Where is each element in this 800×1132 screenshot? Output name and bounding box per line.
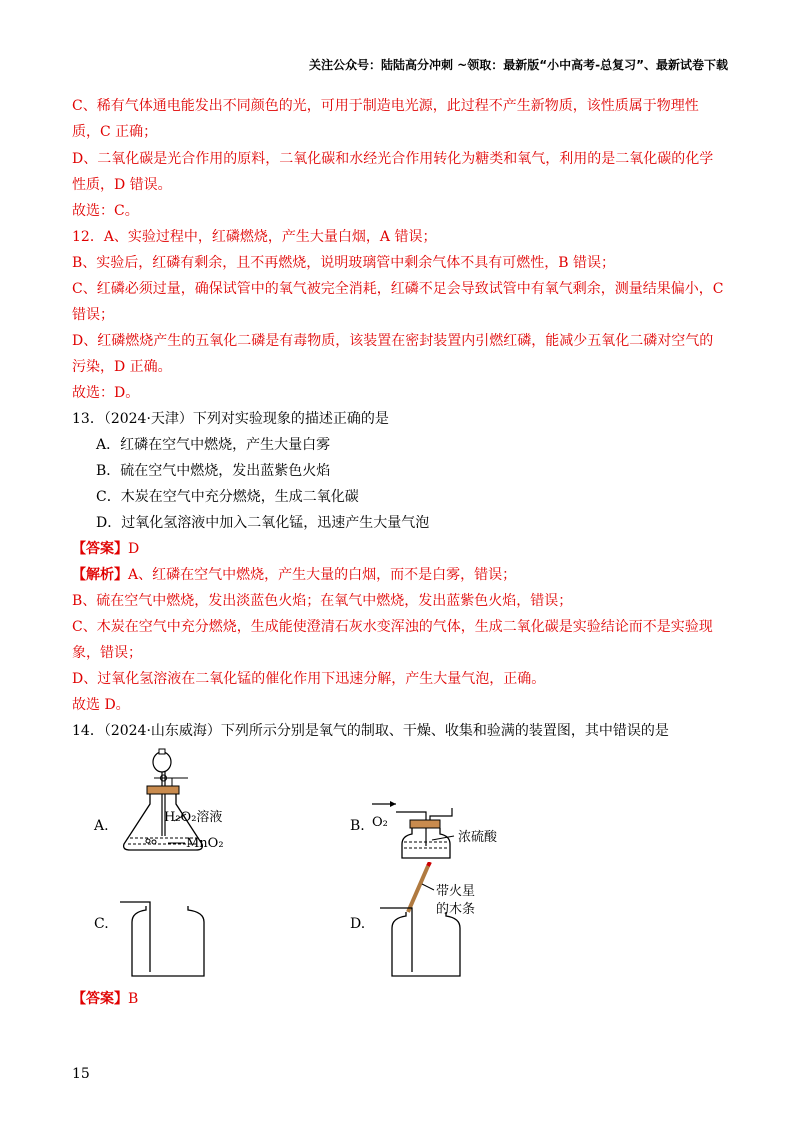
analysis-line: A、红磷在空气中燃烧，产生大量的白烟，而不是白雾，错误； (128, 567, 517, 583)
question-13-option-b: B．硫在空气中燃烧，发出蓝紫色火焰 (96, 463, 331, 479)
figure-c-letter: C. (94, 916, 109, 932)
question-14-answer (72, 990, 138, 1008)
text-line: C、稀有气体通电能发出不同颜色的光，可用于制造电光源，此过程不产生新物质，该性质属于物理性 (72, 98, 699, 114)
text-line: 故选：C。 (72, 203, 139, 219)
figure-d-label-1: 带火星 (436, 884, 476, 899)
analysis-line: 象，错误； (72, 645, 142, 661)
figure-a-label-mno2: MnO₂ (186, 836, 224, 851)
answer-value: D (128, 541, 140, 557)
text-line: B、实验后，红磷有剩余，且不再燃烧，说明玻璃管中剩余气体不具有可燃性，B 错误； (72, 255, 616, 271)
figure-c-collection-bottle (116, 890, 216, 980)
figure-a-letter: A. (94, 818, 109, 834)
question-13-option-c: C．木炭在空气中充分燃烧，生成二氧化碳 (96, 489, 359, 505)
figure-b-label-acid: 浓硫酸 (458, 830, 498, 845)
answer-value: B (128, 991, 139, 1007)
text-line: D、二氧化碳是光合作用的原料，二氧化碳和水经光合作用转化为糖类和氧气，利用的是二氧化碳的化学 (72, 151, 714, 167)
analysis-line: B、硫在空气中燃烧，发出淡蓝色火焰；在氧气中燃烧，发出蓝紫色火焰，错误； (72, 593, 573, 609)
text-line: 质，C 正确； (72, 124, 158, 140)
figure-b-wash-bottle (370, 798, 460, 860)
question-13-stem: 13．（2024·天津）下列对实验现象的描述正确的是 (72, 411, 389, 427)
analysis-line: 故选 D。 (72, 697, 130, 713)
figure-d-label-2: 的木条 (436, 902, 476, 917)
figure-b-letter: B. (350, 818, 365, 834)
question-14-stem: 14．（2024·山东威海）下列所示分别是氧气的制取、干燥、收集和验满的装置图，其中错误的是 (72, 723, 669, 739)
analysis-line: D、过氧化氢溶液在二氧化锰的催化作用下迅速分解，产生大量气泡，正确。 (72, 671, 546, 687)
page-header: 关注公众号：陆陆高分冲刺 ~领取：最新版“小中高考-总复习”、最新试卷下载 (309, 58, 728, 72)
text-line: 故选：D。 (72, 385, 140, 401)
question-13-option-d: D．过氧化氢溶液中加入二氧化锰，迅速产生大量气泡 (96, 515, 430, 531)
answer-tag: 【答案】 (72, 991, 128, 1007)
text-line: D、红磷燃烧产生的五氧化二磷是有毒物质，该装置在密封装置内引燃红磷，能减少五氧化二磷对空气的 (72, 333, 714, 349)
text-line: 性质，D 错误。 (72, 177, 172, 193)
text-line: 污染，D 正确。 (72, 359, 172, 375)
question-13-option-a: A．红磷在空气中燃烧，产生大量白雾 (96, 437, 331, 453)
page-number: 15 (72, 1066, 90, 1082)
text-line: 12．A、实验过程中，红磷燃烧，产生大量白烟，A 错误； (72, 229, 437, 245)
figure-d-letter: D. (350, 916, 366, 932)
question-13-analysis (72, 566, 516, 584)
question-13-answer (72, 540, 139, 558)
figure-b-label-o2: O₂ (372, 815, 388, 830)
answer-tag: 【答案】 (72, 541, 128, 557)
figure-a-flask-apparatus (110, 748, 260, 858)
analysis-line: C、木炭在空气中充分燃烧，生成能使澄清石灰水变浑浊的气体，生成二氧化碳是实验结论而不是实验现 (72, 619, 713, 635)
analysis-tag: 【解析】 (72, 567, 128, 583)
figure-a-label-h2o2: H₂O₂溶液 (164, 810, 223, 825)
text-line: C、红磷必须过量，确保试管中的氧气被完全消耗，红磷不足会导致试管中有氧气剩余，测量结果偏小，C (72, 281, 724, 297)
text-line: 错误； (72, 307, 114, 323)
